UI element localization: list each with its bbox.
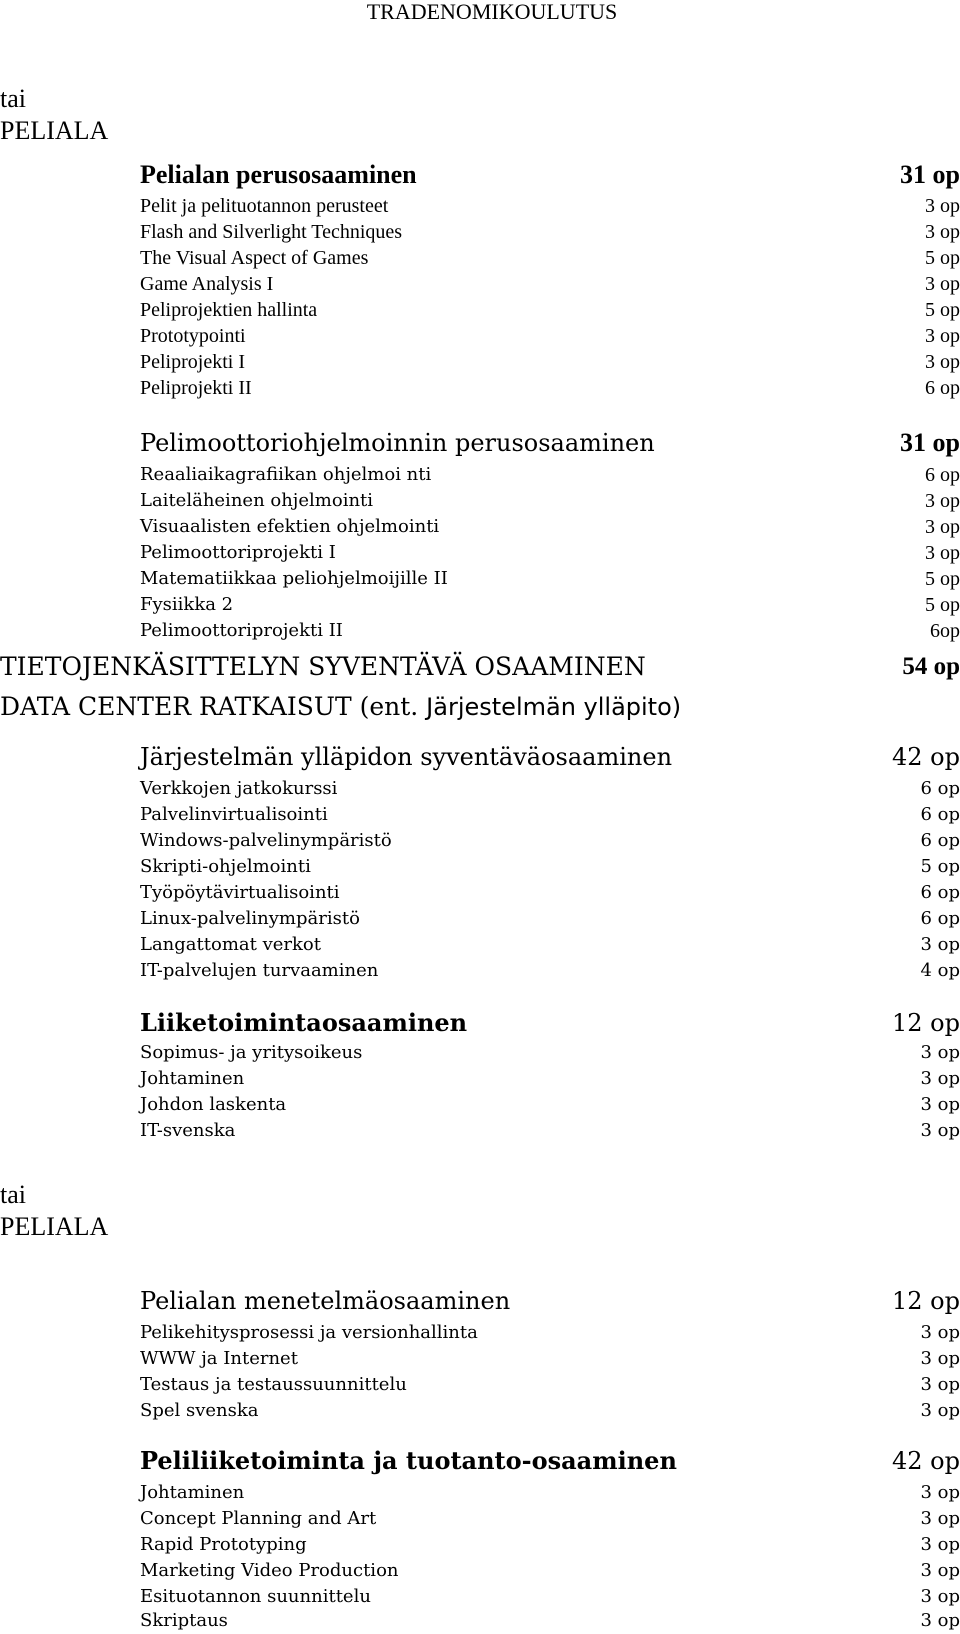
course-credits: 6op	[930, 620, 960, 642]
course-credits: 6 op	[920, 830, 960, 851]
course-name: Linux-palvelinympäristö	[140, 908, 360, 929]
course-credits: 6 op	[920, 804, 960, 825]
section-title: Järjestelmän ylläpidon syventäväosaaminen	[140, 743, 673, 771]
course-name: Testaus ja testaussuunnittelu	[140, 1374, 407, 1395]
course-credits: 3 op	[925, 221, 960, 243]
course-credits: 3 op	[925, 542, 960, 564]
subheading-suffix: Järjestelmän ylläpito)	[426, 693, 682, 721]
course-name: Marketing Video Production	[140, 1560, 399, 1581]
course-credits: 3 op	[920, 1610, 960, 1631]
section-title: Peliliiketoiminta ja tuotanto-osaaminen	[140, 1446, 677, 1475]
course-credits: 3 op	[920, 1120, 960, 1141]
course-credits: 3 op	[920, 1042, 960, 1063]
course-credits: 6 op	[920, 882, 960, 903]
course-name: IT-svenska	[140, 1120, 236, 1141]
course-name: Pelit ja pelituotannon perusteet	[140, 195, 389, 217]
course-name: Flash and Silverlight Techniques	[140, 221, 403, 243]
course-credits: 3 op	[925, 273, 960, 295]
course-credits: 3 op	[920, 1534, 960, 1555]
course-name: Skriptaus	[140, 1610, 228, 1631]
course-name: Peliprojekti II	[140, 377, 252, 399]
course-credits: 3 op	[920, 1374, 960, 1395]
section-total: 12 op	[892, 1009, 960, 1037]
course-name: Matematiikkaa peliohjelmoijille II	[140, 568, 448, 589]
section-total: 42 op	[892, 1447, 960, 1475]
course-credits: 3 op	[920, 1068, 960, 1089]
tai-label: tai	[0, 84, 26, 113]
course-name: Verkkojen jatkokurssi	[140, 778, 338, 799]
course-name: Esituotannon suunnittelu	[140, 1586, 371, 1607]
course-name: Johtaminen	[140, 1068, 245, 1089]
section-total: 31 op	[900, 428, 960, 457]
course-credits: 3 op	[920, 934, 960, 955]
course-credits: 4 op	[920, 960, 960, 981]
course-credits: 3 op	[920, 1508, 960, 1529]
course-name: Fysiikka 2	[140, 594, 234, 615]
peliala-label: PELIALA	[0, 1212, 109, 1241]
course-name: IT-palvelujen turvaaminen	[140, 960, 379, 981]
course-name: Peliprojekti I	[140, 351, 245, 373]
course-credits: 5 op	[925, 568, 960, 590]
course-name: Johtaminen	[140, 1482, 245, 1503]
course-credits: 6 op	[925, 464, 960, 486]
course-credits: 3 op	[920, 1322, 960, 1343]
section-title: Pelialan menetelmäosaaminen	[140, 1287, 511, 1315]
course-name: Johdon laskenta	[140, 1094, 287, 1115]
course-name: Rapid Prototyping	[140, 1534, 307, 1555]
course-name: Sopimus- ja yritysoikeus	[140, 1042, 363, 1063]
course-name: Peliprojektien hallinta	[140, 299, 318, 321]
course-name: WWW ja Internet	[140, 1348, 298, 1369]
document-header: TRADENOMIKOULUTUS	[366, 0, 618, 24]
course-credits: 3 op	[920, 1586, 960, 1607]
course-credits: 6 op	[925, 377, 960, 399]
course-credits: 5 op	[920, 856, 960, 877]
section-total: 31 op	[900, 160, 960, 189]
course-credits: 6 op	[920, 778, 960, 799]
course-name: Palvelinvirtualisointi	[140, 804, 328, 825]
course-name: Pelikehitysprosessi ja versionhallinta	[140, 1322, 478, 1343]
course-credits: 3 op	[920, 1560, 960, 1581]
course-credits: 3 op	[925, 325, 960, 347]
course-credits: 3 op	[925, 195, 960, 217]
course-name: Game Analysis I	[140, 273, 274, 295]
course-credits: 3 op	[925, 490, 960, 512]
subheading-prefix: DATA CENTER RATKAISUT (ent.	[0, 692, 427, 721]
course-credits: 3 op	[925, 516, 960, 538]
course-credits: 3 op	[920, 1482, 960, 1503]
section-title: Liiketoimintaosaaminen	[140, 1008, 468, 1037]
course-credits: 3 op	[920, 1348, 960, 1369]
course-name: Concept Planning and Art	[140, 1508, 377, 1529]
course-credits: 6 op	[920, 908, 960, 929]
course-name: Windows-palvelinympäristö	[140, 830, 392, 851]
course-name: Langattomat verkot	[140, 934, 321, 955]
course-credits: 3 op	[920, 1400, 960, 1421]
course-credits: 5 op	[925, 299, 960, 321]
course-credits: 5 op	[925, 247, 960, 269]
section-title: Pelimoottoriohjelmoinnin perusosaaminen	[140, 429, 655, 457]
course-name: Prototypointi	[140, 325, 246, 347]
course-name: Pelimoottoriprojekti I	[140, 542, 336, 563]
course-name: Laiteläheinen ohjelmointi	[140, 490, 374, 511]
section-title: Pelialan perusosaaminen	[140, 160, 417, 189]
course-name: Reaaliaikagrafiikan ohjelmoi nti	[140, 464, 432, 485]
peliala-label: PELIALA	[0, 116, 109, 145]
course-name: Visuaalisten efektien ohjelmointi	[140, 516, 440, 537]
main-heading: TIETOJENKÄSITTELYN SYVENTÄVÄ OSAAMINEN	[0, 652, 646, 681]
course-credits: 5 op	[925, 594, 960, 616]
course-name: Skripti-ohjelmointi	[140, 856, 311, 877]
course-name: Työpöytävirtualisointi	[140, 882, 340, 903]
course-name: Pelimoottoriprojekti II	[140, 620, 343, 641]
section-total: 42 op	[892, 743, 960, 771]
tai-label: tai	[0, 1180, 26, 1209]
subheading	[0, 692, 681, 723]
course-credits: 3 op	[925, 351, 960, 373]
course-name: Spel svenska	[140, 1400, 259, 1421]
course-credits: 3 op	[920, 1094, 960, 1115]
main-heading-total: 54 op	[902, 653, 960, 680]
section-total: 12 op	[892, 1287, 960, 1315]
course-name: The Visual Aspect of Games	[140, 247, 369, 269]
